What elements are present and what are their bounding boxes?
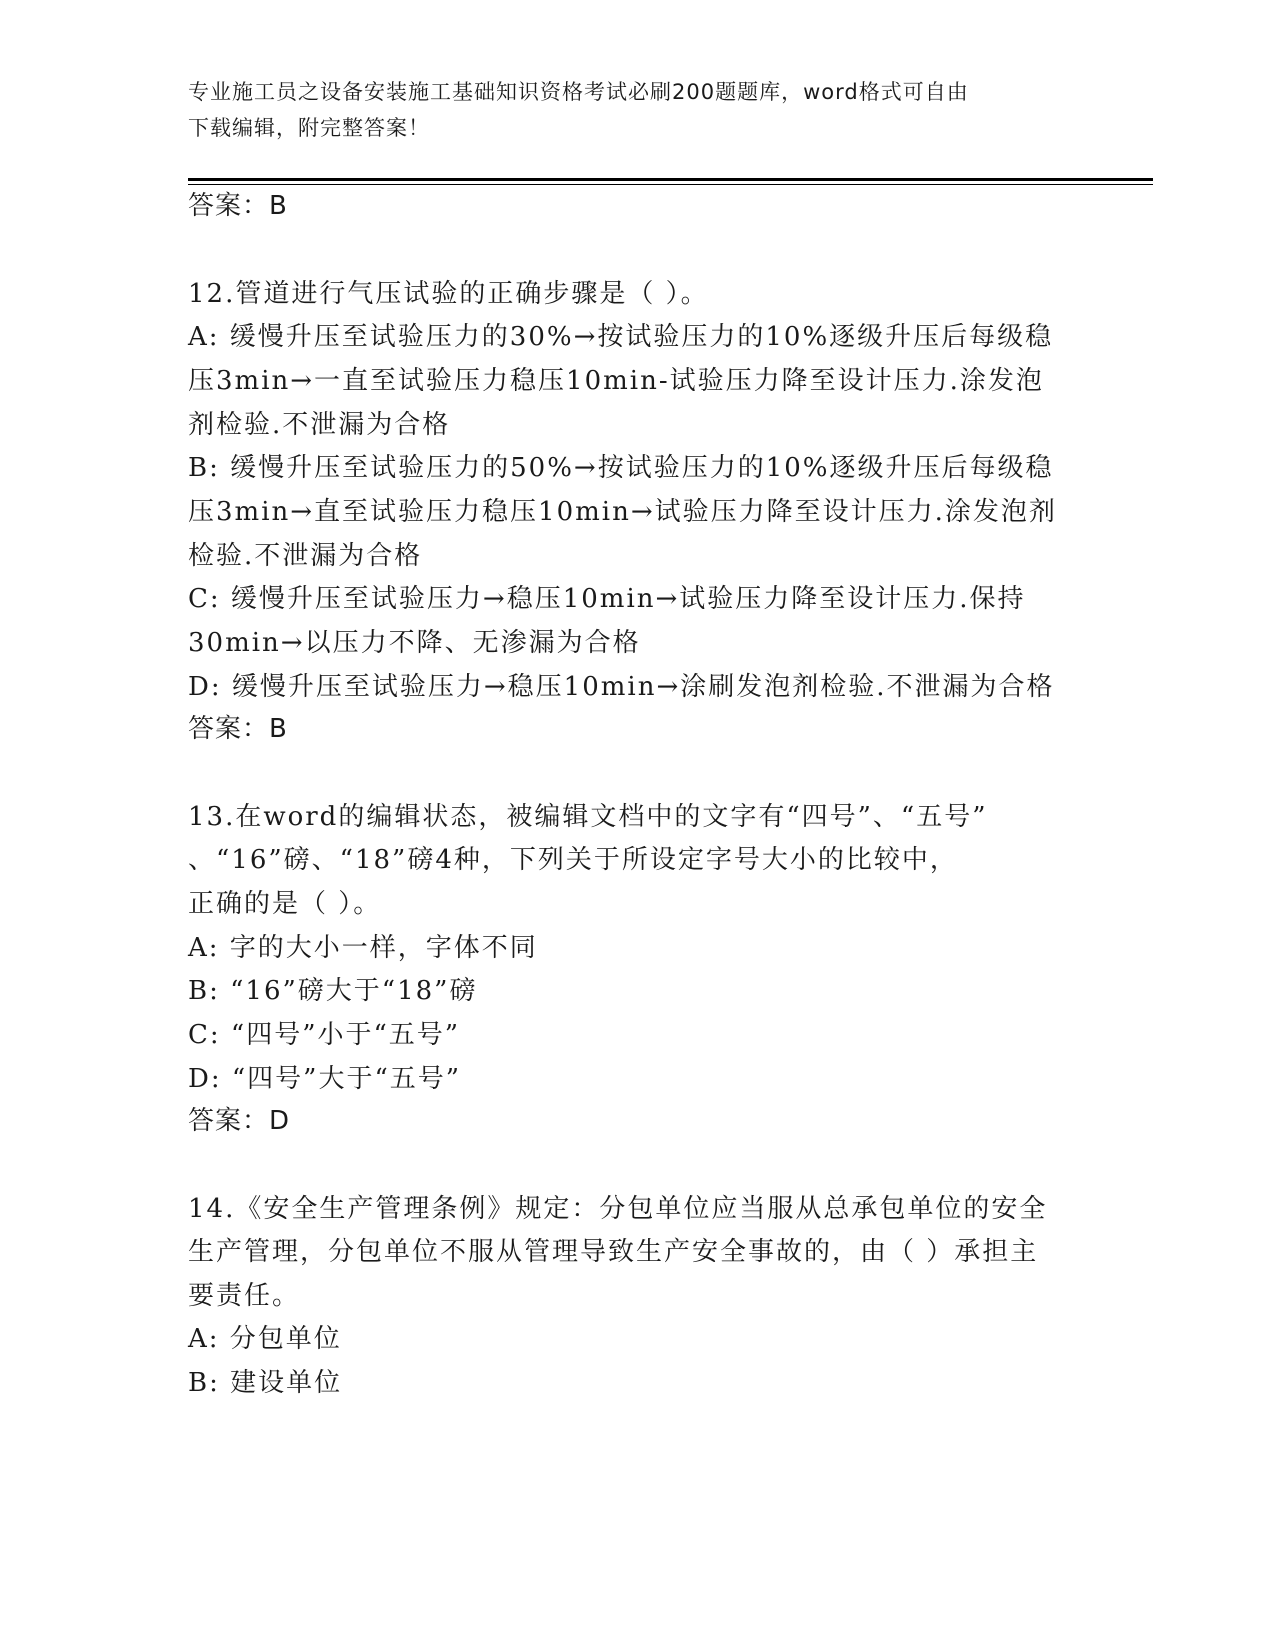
question-14-stem-line-3: 要责任。 [188,1281,301,1311]
question-12-option-b-line-3: 检验.不泄漏为合格 [188,541,423,571]
question-14-option-a: A: 分包单位 [188,1324,342,1354]
question-13-stem-line-2: 、“16”磅、“18”磅4种，下列关于所设定字号大小的比较中， [188,845,958,875]
answer-13: 答案：D [188,1106,291,1136]
header-divider-thick [188,178,1153,181]
question-12-option-b-line-1: B: 缓慢升压至试验压力的50%→按试验压力的10%逐级升压后每级稳 [188,453,1054,483]
question-13-stem-line-1: 13.在word的编辑状态，被编辑文档中的文字有“四号”、“五号” [188,802,988,832]
question-13-option-d: D: “四号”大于“五号” [188,1064,462,1094]
question-12-option-a-line-3: 剂检验.不泄漏为合格 [188,410,451,440]
question-12-stem: 12.管道进行气压试验的正确步骤是（ ）。 [188,279,709,309]
header-line-2: 下载编辑，附完整答案！ [188,116,430,140]
question-13-option-c: C: “四号”小于“五号” [188,1020,461,1050]
question-12-option-c-line-2: 30min→以压力不降、无渗漏为合格 [188,628,641,658]
question-13-option-b: B: “16”磅大于“18”磅 [188,976,478,1006]
question-14-stem-line-1: 14.《安全生产管理条例》规定：分包单位应当服从总承包单位的安全 [188,1194,1048,1224]
question-13-stem-line-3: 正确的是（ ）。 [188,889,382,919]
answer-12: 答案：B [188,714,288,744]
answer-11: 答案：B [188,191,288,221]
question-13-option-a: A: 字的大小一样，字体不同 [188,933,538,963]
header-divider-thin [188,184,1153,185]
question-12-option-a-line-2: 压3min→一直至试验压力稳压10min-试验压力降至设计压力.涂发泡 [188,366,1044,396]
question-12-option-a-line-1: A: 缓慢升压至试验压力的30%→按试验压力的10%逐级升压后每级稳 [188,322,1054,352]
question-12-option-b-line-2: 压3min→直至试验压力稳压10min→试验压力降至设计压力.涂发泡剂 [188,497,1057,527]
page-header [188,74,1068,146]
question-12-option-d: D: 缓慢升压至试验压力→稳压10min→涂刷发泡剂检验.不泄漏为合格 [188,672,1055,702]
question-12-option-c-line-1: C: 缓慢升压至试验压力→稳压10min→试验压力降至设计压力.保持 [188,584,1026,614]
header-line-1: 专业施工员之设备安装施工基础知识资格考试必刷200题题库，word格式可自由 [188,80,969,104]
question-14-option-b: B: 建设单位 [188,1368,343,1398]
question-14-stem-line-2: 生产管理，分包单位不服从管理导致生产安全事故的，由（ ）承担主 [188,1237,1039,1267]
